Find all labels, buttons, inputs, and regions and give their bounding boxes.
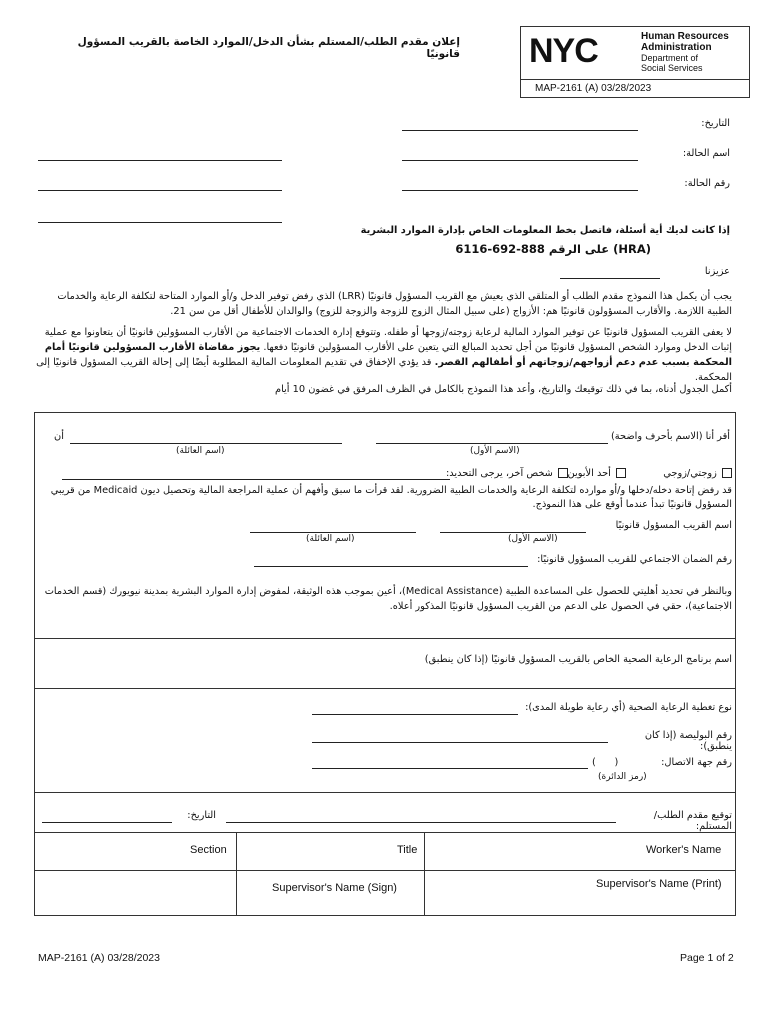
paragraph-1: يجب أن يكمل هذا النموذج مقدم الطلب أو المتلقي الذي يعيش مع القريب المسؤول قانونيًا (LRR) الذي رفض توفير الدخل و/أو الموارد المتاحة لتكلفة الرعاية والخدمات الطبية اللازمة. والأقارب المسؤولون قانونيًا هم: الأزواج (على سبيل المثال الزوج للزوجة والزوجة للزوج) والوالدان للأطفال أقل من سن 21. <box>57 291 732 317</box>
lrr-first-name-caption: (الاسم الأول) <box>508 534 558 544</box>
lrr-name-label: اسم القريب المسؤول قانونيًا <box>615 520 732 531</box>
agency-name-line3: Department of <box>641 53 699 63</box>
relationship-spouse[interactable] <box>610 468 734 479</box>
area-code-caption: (رمز الدائرة) <box>598 772 647 782</box>
agency-name-line1: Human Resources <box>641 31 729 42</box>
workers-name-label: Worker's Name <box>646 844 722 856</box>
first-name-caption: (الاسم الأول) <box>470 446 520 456</box>
supervisor-sign-label: Supervisor's Name (Sign) <box>272 882 397 894</box>
case-number-field[interactable] <box>402 190 638 191</box>
nyc-logo: NYC <box>529 32 598 70</box>
ssn-label: رقم الضمان الاجتماعي للقريب المسؤول قانونيًا: <box>537 554 732 565</box>
salutation: عزيزنا <box>704 266 730 277</box>
lrr-first-name-field[interactable] <box>440 532 586 533</box>
salutation-field[interactable] <box>560 278 660 279</box>
case-name-extra-field[interactable] <box>38 160 282 161</box>
instruction-text: أكمل الجدول أدناه، بما في ذلك توقيعك والتاريخ، وأعد هذا النموذج بالكامل في الظرف المرفق في غضون 10 أيام <box>275 384 732 395</box>
policy-number-field[interactable] <box>312 742 608 743</box>
paragraph-2-end: قد يؤدي الإخفاق في تقديم المعلومات المالية المطلوبة أيضًا إلى إحالة القريب المسؤول قانونيًا إلى المحكمة. <box>36 357 732 383</box>
title-label: Title <box>397 844 418 856</box>
paragraph-2 <box>34 325 732 385</box>
case-number-extra-field[interactable] <box>38 190 282 191</box>
signature-field[interactable] <box>226 822 616 823</box>
refusal-text: قد رفض إتاحة دخله/دخلها و/أو موارده لتكلفة الرعاية والخدمات الطبية الضرورية. لقد قرأت ما سبق وأفهم أن عملية المراجعة المالية وتحصيل ديون Medicaid من قريبي المسؤول قانونيًا تبدأ عندما أوقع على هذا النموذج. <box>50 485 732 510</box>
footer-form-code: MAP-2161 (A) 03/28/2023 <box>38 952 160 964</box>
questions-line: إذا كانت لديك أية أسئلة، فاتصل بخط المعلومات الخاص بإدارة الموارد البشرية <box>360 225 730 236</box>
agency-name-line2: Administration <box>641 42 712 53</box>
spouse-label: زوجتي/زوجي <box>663 468 717 479</box>
contact-number-label: رقم جهة الاتصال: <box>661 757 732 768</box>
lrr-family-name-caption: (اسم العائلة) <box>306 534 355 544</box>
that-label: أن <box>54 431 64 442</box>
assignment-text: وبالنظر في تحديد أهليتي للحصول على المساعدة الطبية (Medical Assistance)، أعين بموجب هذه الوثيقة، لمفوض إدارة الموارد البشرية بمدينة نيويورك (قسم الخدمات الاجتماعية)، حقي في الحصول على الدعم من القريب المسؤول قانونيًا المذكور أعلاه. <box>44 586 732 612</box>
family-name-caption: (اسم العائلة) <box>176 446 225 456</box>
address-field[interactable] <box>38 222 282 223</box>
phone-line: (HRA) على الرقم 888-692-6116 <box>455 242 651 256</box>
relationship-parent[interactable] <box>560 468 628 479</box>
coverage-type-field[interactable] <box>312 714 518 715</box>
other-checkbox[interactable] <box>558 468 568 478</box>
parent-checkbox[interactable] <box>616 468 626 478</box>
paragraph-2-warning: يجوز مقاضاة الأقارب المسؤولين قانونيًا أمام المحكمة بسبب عدم دعم أزواجهم/زوجاتهم أو أطفالهم القصر. <box>44 342 732 368</box>
relationship-other[interactable] <box>440 468 570 479</box>
form-title: إعلان مقدم الطلب/المستلم بشأن الدخل/الموارد الخاصة بالقريب المسؤول قانونيًا <box>77 36 460 60</box>
signature-label: توقيع مقدم الطلب/المستلم: <box>653 810 732 832</box>
contact-number-field[interactable] <box>312 768 588 769</box>
health-plan-label: اسم برنامج الرعاية الصحية الخاص بالقريب المسؤول قانونيًا (إذا كان ينطبق) <box>424 654 732 665</box>
ssn-field[interactable] <box>254 566 528 567</box>
date-label: التاريخ: <box>701 118 730 129</box>
case-number-label: رقم الحالة: <box>684 178 730 189</box>
affirm-first-name-field[interactable] <box>376 443 608 444</box>
paragraph-2-text: لا يعفى القريب المسؤول قانونيًا عن توفير الموارد المالية لرعاية زوجته/زوجها أو طفله. وتتوقع إدارة الخدمات الاجتماعية من الأقارب المسؤولين قانونيًا أن يتعاونوا مع عملية إثبات الدخل وموارد الشخص المسؤول قانونيًا من أجل تحديد المبالغ التي يتعين على الأقارب المسؤولين قانونيًا دفعها. <box>44 327 732 353</box>
case-name-label: اسم الحالة: <box>682 148 730 159</box>
parent-label: أحد الأبوين <box>567 468 611 479</box>
form-code-header: MAP-2161 (A) 03/28/2023 <box>535 83 652 94</box>
affirm-label: أقر أنا (الاسم بأحرف واضحة) <box>610 431 730 442</box>
lrr-family-name-field[interactable] <box>250 532 416 533</box>
coverage-type-label: نوع تغطية الرعاية الصحية (أي رعاية طويلة المدى): <box>525 702 732 713</box>
other-label: شخص آخر، يرجى التحديد: <box>445 468 553 479</box>
date-field[interactable] <box>402 130 638 131</box>
agency-logo-box <box>520 26 750 98</box>
spouse-checkbox[interactable] <box>722 468 732 478</box>
other-relationship-field[interactable] <box>62 479 450 480</box>
area-code-parens: ( ) <box>592 757 619 768</box>
affirm-family-name-field[interactable] <box>70 443 342 444</box>
signature-date-field[interactable] <box>42 822 172 823</box>
agency-name-line4: Social Services <box>641 63 703 73</box>
section-label: Section <box>190 844 227 856</box>
supervisor-print-label: Supervisor's Name (Print) <box>596 878 722 890</box>
signature-date-label: التاريخ: <box>187 810 216 821</box>
case-name-field[interactable] <box>402 160 638 161</box>
policy-number-label: رقم البوليصة (إذا كان ينطبق): <box>644 730 732 752</box>
page-number: Page 1 of 2 <box>680 952 734 964</box>
